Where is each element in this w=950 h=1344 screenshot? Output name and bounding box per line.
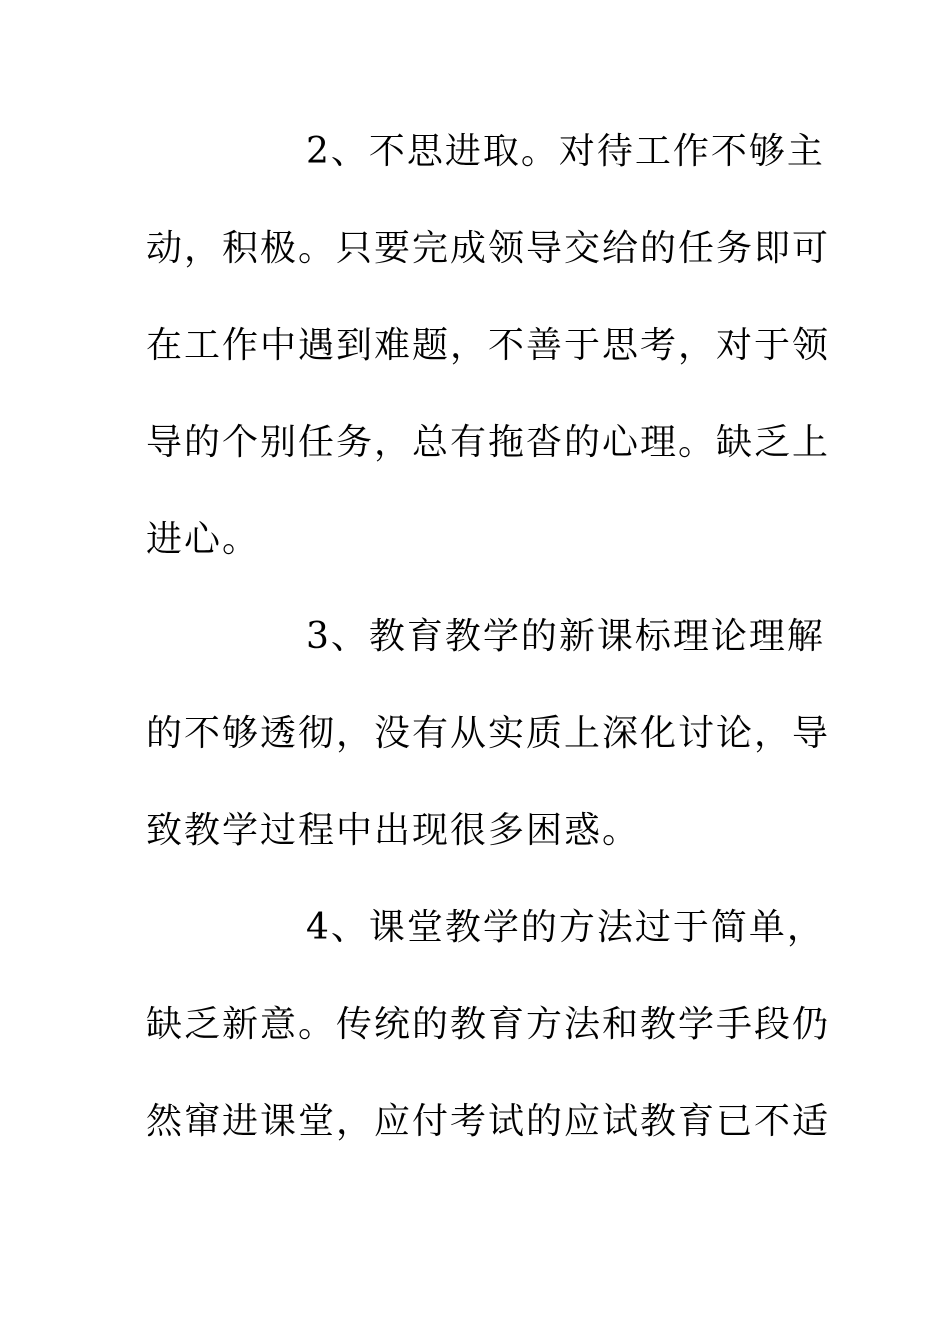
paragraph-2-line-3: 在工作中遇到难题，不善于思考，对于领 (146, 325, 831, 366)
paragraph-2-line-1: 2、不思进取。对待工作不够主 (306, 131, 825, 172)
paragraph-4-line-2: 缺乏新意。传统的教育方法和教学手段仍 (146, 1004, 831, 1045)
paragraph-4-line-1: 4、课堂教学的方法过于简单， (306, 907, 825, 948)
paragraph-2-line-2: 动，积极。只要完成领导交给的任务即可 (146, 228, 831, 269)
paragraph-2-line-5: 进心。 (146, 519, 261, 560)
paragraph-3-line-2: 的不够透彻，没有从实质上深化讨论，导 (146, 713, 831, 754)
paragraph-3-line-1: 3、教育教学的新课标理论理解 (306, 616, 825, 657)
paragraph-2-line-4: 导的个别任务，总有拖沓的心理。缺乏上 (146, 422, 831, 463)
paragraph-3-line-3: 致教学过程中出现很多困惑。 (146, 810, 641, 851)
paragraph-4-line-3: 然窜进课堂，应付考试的应试教育已不适 (146, 1101, 831, 1142)
